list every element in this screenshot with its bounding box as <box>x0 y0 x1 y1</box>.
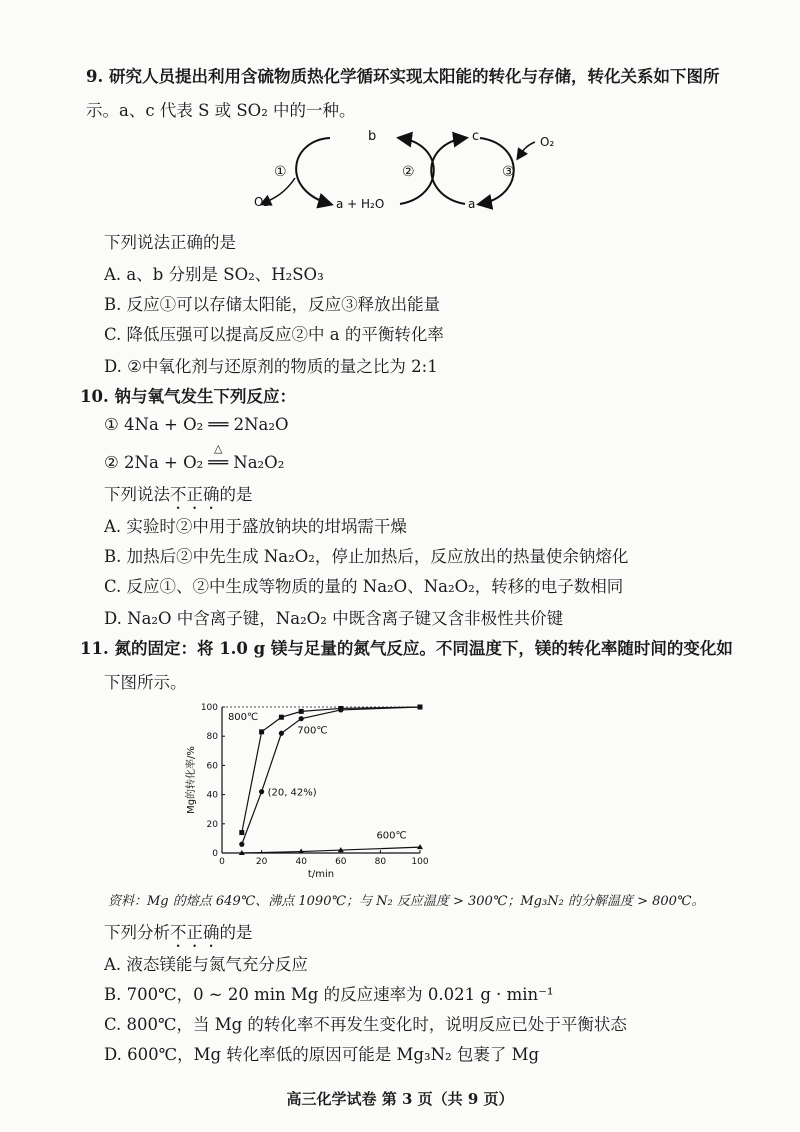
label-step1: ① <box>274 164 287 180</box>
point-700 <box>338 707 343 712</box>
page-footer: 高三化学试卷 第 3 页（共 9 页） <box>286 1090 514 1108</box>
q10-equation-1: ① 4Na + O₂ ══ 2Na₂O <box>104 415 289 434</box>
x-axis-label: t/min <box>307 869 335 880</box>
emphasis-not-correct: 不正确 <box>170 485 220 504</box>
q11-option-d: D. 600℃，Mg 转化率低的原因可能是 Mg₃N₂ 包裹了 Mg <box>104 1045 540 1064</box>
point-700 <box>279 731 284 736</box>
eq2-product: Na₂O₂ <box>233 453 285 472</box>
label-a: a <box>468 197 476 211</box>
q11-data-caption: 资料：Mg 的熔点 649℃、沸点 1090℃；与 N₂ 反应温度 > 300℃；Mg₃N₂ 的分解温度 > 800℃。 <box>108 894 705 909</box>
q9-prompt: 下列说法正确的是 <box>104 233 236 252</box>
eq2-reactants: ② 2Na + O₂ <box>104 453 204 472</box>
q9-option-b: B. 反应①可以存储太阳能，反应③释放出能量 <box>104 295 441 314</box>
arc-step3-o2 <box>518 142 535 158</box>
label-step2: ② <box>402 164 415 180</box>
label-step3: ③ <box>502 164 515 180</box>
conversion-chart <box>180 695 450 880</box>
series-label-800: 800℃ <box>227 712 259 724</box>
q9-stem-line1: 9. 研究人员提出利用含硫物质热化学循环实现太阳能的转化与存储，转化关系如下图所 <box>86 67 720 86</box>
q10-prompt: 下列说法不正确的是 <box>104 485 253 504</box>
y-tick-label: 40 <box>206 790 218 801</box>
q10-option-b: B. 加热后②中先生成 Na₂O₂，停止加热后，反应放出的热量使余钠熔化 <box>104 547 629 566</box>
y-tick-label: 20 <box>206 819 218 830</box>
point-800 <box>299 709 304 714</box>
series-label-600: 600℃ <box>376 830 407 842</box>
x-tick-label: 60 <box>335 857 347 867</box>
x-tick-label: 0 <box>219 857 225 867</box>
arc-step2-right <box>431 138 465 204</box>
q9-option-d: D. ②中氧化剂与还原剂的物质的量之比为 2:1 <box>104 357 438 376</box>
point-700 <box>259 789 264 794</box>
y-tick-label: 60 <box>206 761 218 772</box>
label-o2-in: O₂ <box>540 135 555 149</box>
q11-prompt: 下列分析不正确的是 <box>104 923 253 942</box>
point-800 <box>259 729 264 734</box>
x-tick-label: 40 <box>295 857 307 867</box>
label-c: c <box>472 129 480 144</box>
q10-option-a: A. 实验时②中用于盛放钠块的坩埚需干燥 <box>104 517 407 536</box>
q9-stem-line2: 示。a、c 代表 S 或 SO₂ 中的一种。 <box>86 101 356 120</box>
y-tick-label: 80 <box>206 732 218 743</box>
point-700 <box>299 716 304 721</box>
q10-equation-2 <box>104 442 285 474</box>
q10-stem: 10. 钠与氧气发生下列反应： <box>80 387 296 406</box>
x-tick-label: 20 <box>255 857 268 867</box>
point-700 <box>417 704 422 709</box>
q9-option-c: C. 降低压强可以提高反应②中 a 的平衡转化率 <box>104 325 444 344</box>
series-line-2 <box>242 847 420 853</box>
q9-option-a: A. a、b 分别是 SO₂、H₂SO₃ <box>104 265 324 284</box>
series-label-700: 700℃ <box>297 725 328 737</box>
q11-option-b: B. 700℃，0 ~ 20 min Mg 的反应速率为 0.021 g · min⁻¹ <box>104 985 554 1004</box>
y-tick-label: 100 <box>200 703 218 713</box>
y-axis-label: Mg的转化率/% <box>186 746 197 814</box>
q10-option-d: D. Na₂O 中含离子键，Na₂O₂ 中既含离子键又含非极性共价键 <box>104 609 564 628</box>
q10-option-c: C. 反应①、②中生成等物质的量的 Na₂O、Na₂O₂，转移的电子数相同 <box>104 577 624 596</box>
emphasis-not-correct: 不正确 <box>170 923 220 942</box>
eq2-arrow: △ ══ <box>203 452 233 474</box>
point-800 <box>239 830 244 835</box>
label-b: b <box>368 129 377 144</box>
label-a-h2o: a + H₂O <box>336 197 385 211</box>
point-800 <box>279 715 284 720</box>
x-tick-label: 100 <box>411 857 429 867</box>
x-tick-label: 80 <box>374 857 387 867</box>
eq2-condition: △ <box>214 442 223 455</box>
y-tick-label: 0 <box>212 849 218 859</box>
q11-option-a: A. 液态镁能与氮气充分反应 <box>104 955 308 974</box>
arc-step1 <box>296 138 330 204</box>
q11-option-c: C. 800℃，当 Mg 的转化率不再发生变化时，说明反应已处于平衡状态 <box>104 1015 627 1034</box>
point-700 <box>239 842 244 847</box>
q11-stem-line1: 11. 氮的固定：将 1.0 g 镁与足量的氮气反应。不同温度下，镁的转化率随时间的变化如 <box>80 639 733 658</box>
chart-annotation: (20, 42%) <box>267 787 317 799</box>
series-line-1 <box>242 707 420 844</box>
sulfur-cycle-diagram <box>240 118 580 218</box>
q11-stem-line2: 下图所示。 <box>104 673 187 692</box>
label-o2-out: O₂ <box>254 195 269 209</box>
